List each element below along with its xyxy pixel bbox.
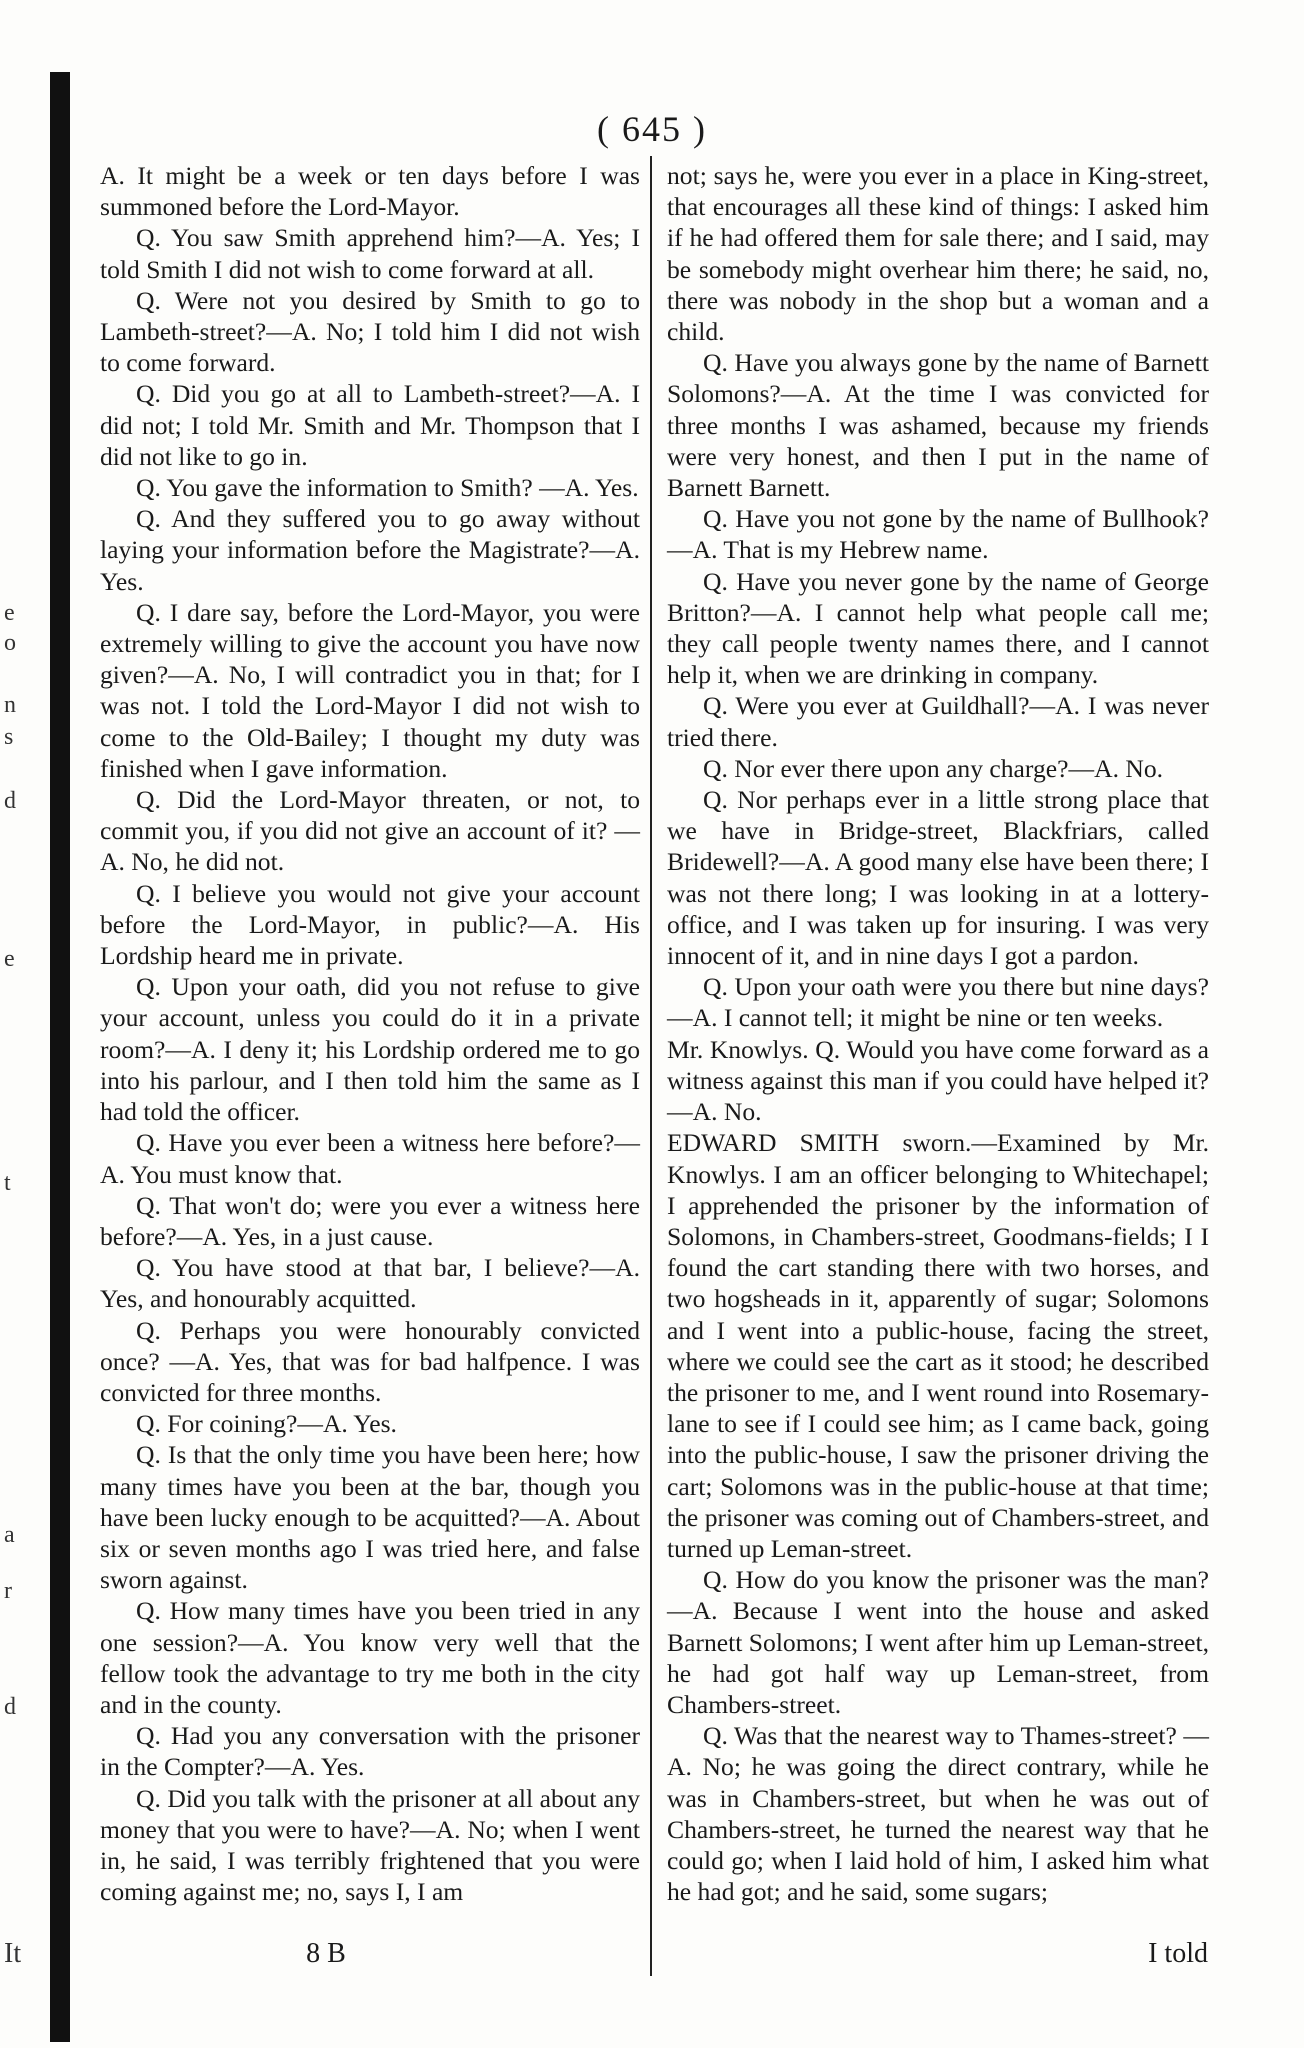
paragraph: Q. Have you ever been a witness here before?—A. You must know that. xyxy=(100,1128,640,1189)
paragraph: Q. Perhaps you were honourably convicted once? —A. Yes, that was for bad halfpence. I was convicted for three months. xyxy=(100,1315,640,1407)
paragraph: Q. I believe you would not give your account before the Lord-Mayor, in public?—A. His Lordship heard me in private. xyxy=(100,878,640,971)
margin-fragment: t xyxy=(4,1170,11,1196)
paragraph: Q. Were you ever at Guildhall?—A. I was never tried there. xyxy=(667,691,1209,752)
paragraph: Q. Have you never gone by the name of George Britton?—A. I cannot help what people call me; they call people twenty names there, and I cannot help it, when we are drinking in company. xyxy=(667,566,1209,690)
paragraph: Q. Upon your oath were you there but nine days? —A. I cannot tell; it might be nine or ten weeks. xyxy=(667,972,1209,1033)
paragraph: Q. Nor perhaps ever in a little strong place that we have in Bridge-street, Blackfriars, called Bridewell?—A. A good many else have been there; I was not there long; I was looking in at a lottery-office, and I was taken up for insuring. I was very innocent of it, and in nine days I got a pardon. xyxy=(667,785,1209,971)
margin-fragment: d xyxy=(4,788,16,814)
left-column xyxy=(100,160,640,1907)
paragraph: Q. You have stood at that bar, I believe?—A. Yes, and honourably acquitted. xyxy=(100,1253,640,1314)
binding-edge-shadow xyxy=(50,72,70,2042)
paragraph: Q. Did the Lord-Mayor threaten, or not, to commit you, if you did not give an account of it? —A. No, he did not. xyxy=(100,785,640,877)
margin-fragment: n xyxy=(4,692,16,718)
margin-fragment: s xyxy=(4,724,14,750)
paragraph: Q. I dare say, before the Lord-Mayor, you were extremely willing to give the account you have now given?—A. No, I will contradict you in that; for I was not. I told the Lord-Mayor I did not wish to come to the Old-Bailey; I thought my duty was finished when I gave information. xyxy=(100,597,640,783)
catchword: I told xyxy=(1148,1938,1208,1969)
page-number: ( 645 ) xyxy=(597,109,707,149)
paragraph: Mr. Knowlys. Q. Would you have come forward as a witness against this man if you could have helped it?—A. No. xyxy=(667,1034,1209,1127)
paragraph: not; says he, were you ever in a place in King-street, that encourages all these kind of things: I asked him if he had offered them for sale there; and I said, may be somebody might overhear him there; he said, no, there was nobody in the shop but a woman and a child. xyxy=(667,161,1209,347)
paragraph: Q. How do you know the prisoner was the man? —A. Because I went into the house and asked Barnett Solomons; I went after him up Leman-street, he had got half way up Leman-street, from Chambers-street. xyxy=(667,1565,1209,1719)
column-divider xyxy=(650,156,652,1976)
margin-fragment: o xyxy=(4,630,16,656)
signature-mark: 8 B xyxy=(306,1938,346,1969)
margin-fragment: e xyxy=(4,600,15,626)
paragraph: Q. You gave the information to Smith? —A. Yes. xyxy=(136,473,639,503)
margin-fragment: r xyxy=(4,1578,12,1604)
paragraph: Q. Did you go at all to Lambeth-street?—A. I did not; I told Mr. Smith and Mr. Thompson that I did not like to go in. xyxy=(100,379,640,471)
paragraph: Q. Is that the only time you have been here; how many times have you been at the bar, though you have been lucky enough to be acquitted?—A. About six or seven months ago I was tried here, and false sworn against. xyxy=(100,1440,640,1595)
paragraph: Q. For coining?—A. Yes. xyxy=(136,1409,397,1439)
margin-fragment: d xyxy=(4,1694,16,1720)
margin-fragment: e xyxy=(4,946,15,972)
paragraph: Q. Have you not gone by the name of Bullhook?—A. That is my Hebrew name. xyxy=(667,504,1209,565)
paragraph: A. It might be a week or ten days before I was summoned before the Lord-Mayor. xyxy=(100,161,640,222)
paragraph: Q. Did you talk with the prisoner at all about any money that you were to have?—A. No; when I went in, he said, I was terribly frightened that you were coming against me; no, says I, I am xyxy=(100,1783,640,1907)
paragraph: Q. You saw Smith apprehend him?—A. Yes; I told Smith I did not wish to come forward at all. xyxy=(100,223,640,284)
paragraph: Q. Had you any conversation with the prisoner in the Compter?—A. Yes. xyxy=(100,1721,640,1782)
margin-fragment: a xyxy=(4,1522,15,1548)
paragraph: Q. Was that the nearest way to Thames-street? —A. No; he was going the direct contrary, while he was in Chambers-street, but when he was out of Chambers-street, he turned the nearest way that he could go; when I laid hold of him, I asked him what he had got; and he said, some sugars; xyxy=(667,1721,1209,1907)
margin-fragment: It xyxy=(4,1938,22,1969)
paragraph: Q. That won't do; were you ever a witness here before?—A. Yes, in a just cause. xyxy=(100,1190,640,1251)
paragraph: Q. Upon your oath, did you not refuse to give your account, unless you could do it in a private room?—A. I deny it; his Lordship ordered me to go into his parlour, and I then told him the same as I had told the officer. xyxy=(100,972,640,1127)
paragraph: EDWARD SMITH sworn.—Examined by Mr. Knowlys. I am an officer belonging to Whitechapel; I apprehended the prisoner by the information of Solomons, in Chambers-street, Goodmans-fields; I I found the cart standing there with two horses, and two hogsheads in it, apparently of sugar; Solomons and I went into a public-house, facing the street, where we could see the cart as it stood; he described the prisoner to me, and I went round into Rosemary-lane to see if I could see him; as I came back, going into the public-house, I saw the prisoner driving the cart; Solomons was in the public-house at that time; the prisoner was coming out of Chambers-street, and turned up Leman-street. xyxy=(667,1128,1209,1563)
paragraph: Q. Were not you desired by Smith to go to Lambeth-street?—A. No; I told him I did not wish to come forward. xyxy=(100,285,640,378)
paragraph: Q. And they suffered you to go away without laying your information before the Magistrate?—A. Yes. xyxy=(100,504,640,596)
right-column xyxy=(667,160,1209,1907)
paragraph: Q. Nor ever there upon any charge?—A. No. xyxy=(703,753,1164,783)
paragraph: Q. How many times have you been tried in any one session?—A. You know very well that the fellow took the advantage to try me both in the city and in the county. xyxy=(100,1596,640,1719)
paragraph: Q. Have you always gone by the name of Barnett Solomons?—A. At the time I was convicted for three months I was ashamed, because my friends were very honest, and then I put in the name of Barnett Barnett. xyxy=(667,348,1209,503)
